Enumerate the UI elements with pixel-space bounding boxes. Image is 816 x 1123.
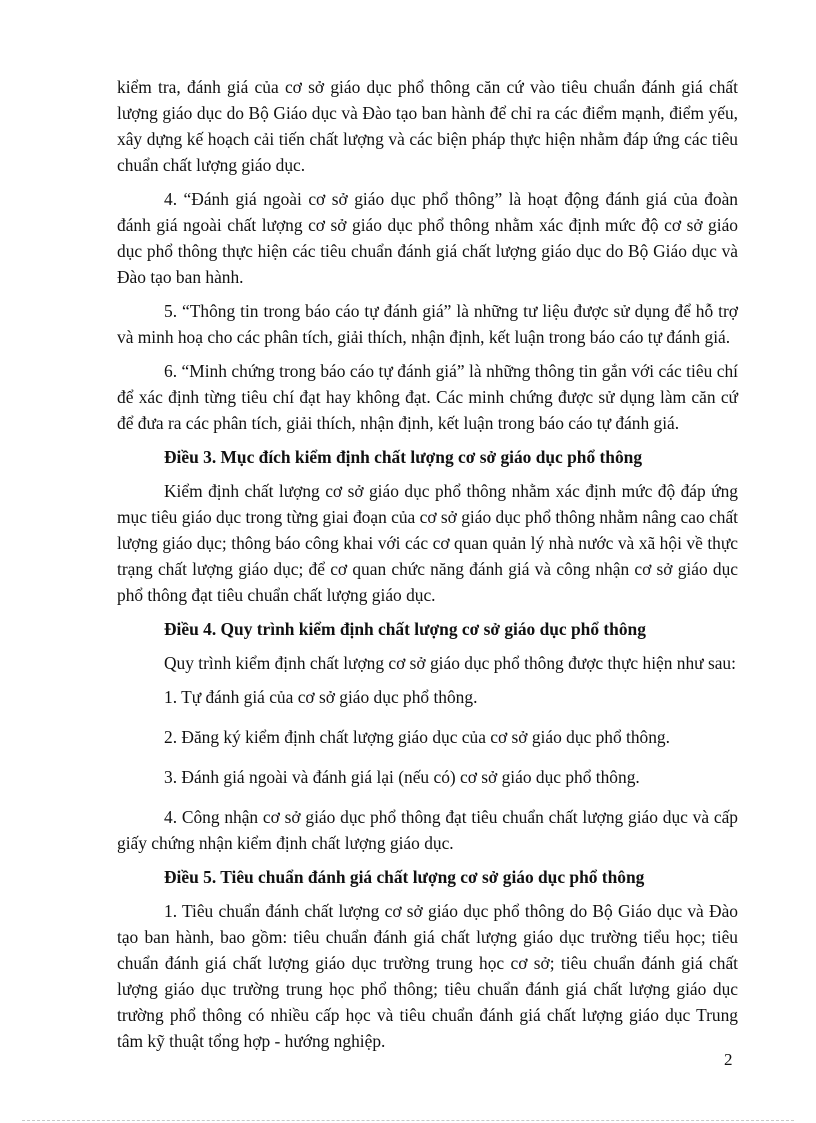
article-4-heading: Điều 4. Quy trình kiểm định chất lượng cơ sở giáo dục phổ thông	[164, 619, 646, 639]
document-body	[117, 74, 738, 1062]
paragraph-definition-5: 5. “Thông tin trong báo cáo tự đánh giá” là những tư liệu được sử dụng để hỗ trợ và minh hoạ cho các phân tích, giải thích, nhận định, kết luận trong báo cáo tự đánh giá.	[117, 301, 738, 347]
article-4-item-3: 3. Đánh giá ngoài và đánh giá lại (nếu có) cơ sở giáo dục phổ thông.	[164, 767, 640, 787]
page-bottom-divider	[22, 1120, 794, 1121]
article-5-heading: Điều 5. Tiêu chuẩn đánh giá chất lượng cơ sở giáo dục phổ thông	[164, 867, 645, 887]
paragraph-definition-3-continued: kiểm tra, đánh giá của cơ sở giáo dục phổ thông căn cứ vào tiêu chuẩn đánh giá chất lượng giáo dục do Bộ Giáo dục và Đào tạo ban hành để chỉ ra các điểm mạnh, điểm yếu, xây dựng kế hoạch cải tiến chất lượng và các biện pháp thực hiện nhằm đáp ứng các tiêu chuẩn chất lượng giáo dục.	[117, 77, 738, 175]
article-3-body: Kiểm định chất lượng cơ sở giáo dục phổ thông nhằm xác định mức độ đáp ứng mục tiêu giáo dục trong từng giai đoạn của cơ sở giáo dục phổ thông nhằm nâng cao chất lượng giáo dục; thông báo công khai với các cơ quan quản lý nhà nước và xã hội về thực trạng chất lượng giáo dục; để cơ quan chức năng đánh giá và công nhận cơ sở giáo dục phổ thông đạt tiêu chuẩn chất lượng giáo dục.	[117, 481, 738, 605]
article-3-heading: Điều 3. Mục đích kiểm định chất lượng cơ sở giáo dục phổ thông	[164, 447, 643, 467]
page-number: 2	[724, 1050, 733, 1069]
article-4-item-4: 4. Công nhận cơ sở giáo dục phổ thông đạt tiêu chuẩn chất lượng giáo dục và cấp giấy chứng nhận kiểm định chất lượng giáo dục.	[117, 807, 738, 853]
article-4-item-1: 1. Tự đánh giá của cơ sở giáo dục phổ thông.	[164, 687, 478, 707]
article-4-intro: Quy trình kiểm định chất lượng cơ sở giáo dục phổ thông được thực hiện như sau:	[164, 653, 736, 673]
article-5-item-1: 1. Tiêu chuẩn đánh chất lượng cơ sở giáo dục phổ thông do Bộ Giáo dục và Đào tạo ban hành, bao gồm: tiêu chuẩn đánh giá chất lượng giáo dục trường tiểu học; tiêu chuẩn đánh giá chất lượng giáo dục trường trung học cơ sở; tiêu chuẩn đánh giá chất lượng giáo dục trường trung học phổ thông; tiêu chuẩn đánh giá chất lượng giáo dục trường phổ thông có nhiều cấp học và tiêu chuẩn đánh giá chất lượng giáo dục Trung tâm kỹ thuật tổng hợp - hướng nghiệp.	[117, 901, 738, 1051]
paragraph-definition-6: 6. “Minh chứng trong báo cáo tự đánh giá” là những thông tin gắn với các tiêu chí để xác định từng tiêu chí đạt hay không đạt. Các minh chứng được sử dụng làm căn cứ để đưa ra các phân tích, giải thích, nhận định, kết luận trong báo cáo tự đánh giá.	[117, 361, 738, 433]
paragraph-definition-4: 4. “Đánh giá ngoài cơ sở giáo dục phổ thông” là hoạt động đánh giá của đoàn đánh giá ngoài chất lượng cơ sở giáo dục phổ thông nhằm xác định mức độ cơ sở giáo dục phổ thông thực hiện các tiêu chuẩn đánh giá chất lượng giáo dục do Bộ Giáo dục và Đào tạo ban hành.	[117, 189, 738, 287]
article-4-item-2: 2. Đăng ký kiểm định chất lượng giáo dục của cơ sở giáo dục phổ thông.	[164, 727, 670, 747]
